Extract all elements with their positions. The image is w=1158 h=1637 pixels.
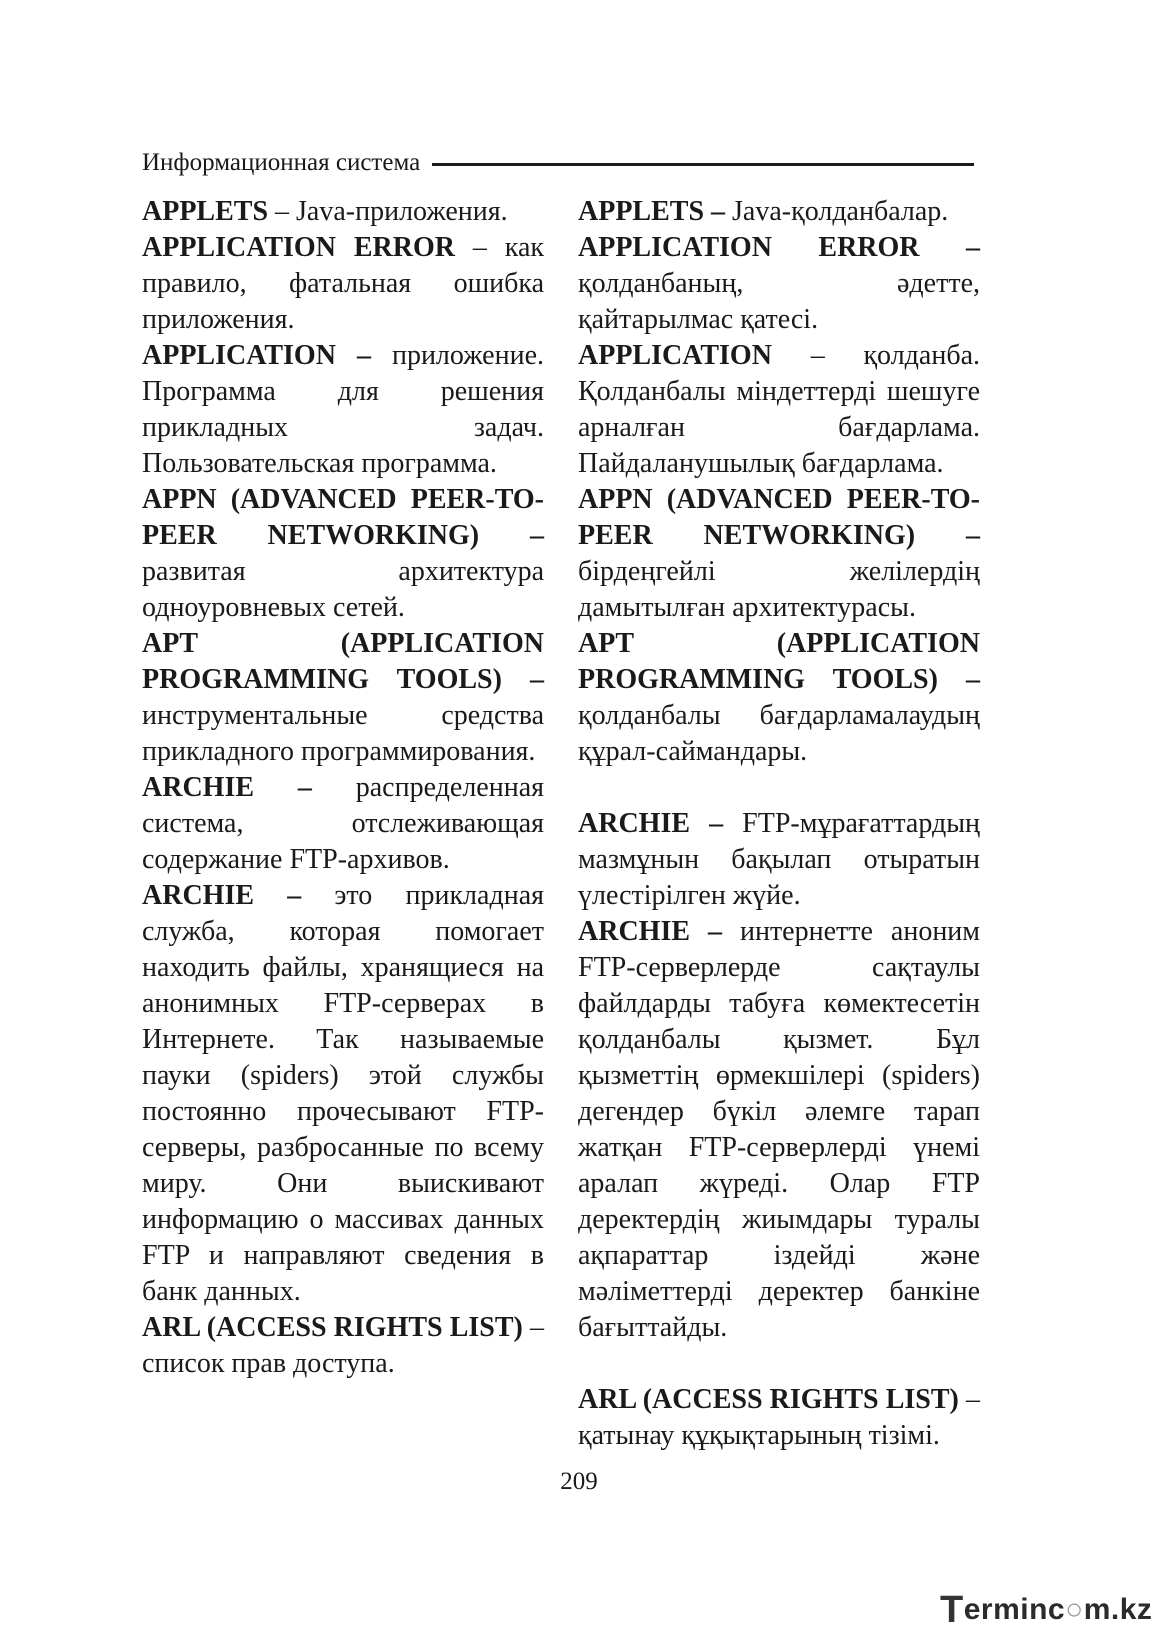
header-rule (432, 163, 974, 166)
russian-column (142, 194, 544, 1382)
entry-term: APPLETS (142, 196, 269, 227)
entry-application-error-kk (578, 230, 980, 338)
spacer (578, 770, 980, 806)
entry-application-error-ru (142, 230, 544, 338)
magnifier-icon: ○ (1065, 1593, 1084, 1626)
entry-appn-kk (578, 482, 980, 626)
entry-term: APT (APPLICATION PROGRAMMING TOOLS) – (142, 628, 544, 695)
entry-arl-ru (142, 1310, 544, 1382)
entry-apt-ru (142, 626, 544, 770)
entry-term: APPN (ADVANCED PEER-TO-PEER NETWORKING) – (142, 484, 544, 551)
entry-term: APPLETS – (578, 196, 726, 227)
entry-application-kk (578, 338, 980, 482)
watermark-domain: m.kz (1083, 1593, 1153, 1626)
entry-term: APPLICATION – (142, 340, 371, 371)
page-number: 209 (560, 1468, 598, 1495)
entry-term: APPLICATION (578, 340, 772, 371)
entry-definition: бірдеңгейлі желілердің дамытылған архитектурасы. (578, 556, 980, 623)
watermark-text: erminc (963, 1593, 1066, 1626)
entry-definition: распределенная система, отслеживающая содержание FTP-архивов. (142, 772, 545, 875)
running-header (142, 146, 974, 180)
entry-definition: – список прав доступа. (142, 1312, 544, 1379)
entry-definition: FTP-мұрағаттардың мазмұнын бақылап отыратын үлестірілген жүйе. (578, 808, 980, 911)
entry-archie-kk (578, 806, 980, 914)
entry-term: APPLICATION ERROR – (578, 232, 980, 263)
entry-applets-kk (578, 194, 980, 230)
entry-definition: приложение. Программа для решения прикладных задач. Пользовательская программа. (142, 340, 545, 479)
entry-archie-2-ru (142, 878, 544, 1310)
entry-application-ru (142, 338, 544, 482)
entry-definition: развитая архитектура одноуровневых сетей. (142, 556, 544, 623)
running-header-title: Информационная система (142, 149, 421, 176)
entry-archie-2-kk (578, 914, 980, 1346)
entry-definition: инструментальные средства прикладного программирования. (142, 700, 544, 767)
entry-definition: Java-қолданбалар. (725, 196, 949, 227)
entry-applets-ru (142, 194, 544, 230)
entry-term: APPN (ADVANCED PEER-TO-PEER NETWORKING) – (578, 484, 980, 551)
entry-appn-ru (142, 482, 544, 626)
entry-definition: – Java-приложения. (268, 196, 508, 227)
termincom-watermark (940, 1588, 1153, 1631)
spacer (578, 1346, 980, 1382)
entry-definition: – қатынау құқықтарының тізімі. (578, 1384, 980, 1451)
entry-definition: интернетте аноним FTP-серверлерде сақтаулы файлдарды табуға көмектесетін қолданбалы қызмет. Бұл қызметтің өрмекшілері (spiders) дегендер бүкіл әлемге тарап жатқан FTP-серверлерді үнемі аралап жүреді. Олар FTP деректердің жиымдары туралы ақпараттар іздейді және мәліметтерді деректер банкіне бағыттайды. (578, 916, 981, 1343)
entry-term: APT (APPLICATION PROGRAMMING TOOLS) – (578, 628, 980, 695)
entry-term: ARCHIE – (142, 772, 312, 803)
entry-term: ARCHIE – (578, 808, 724, 839)
entry-term: ARCHIE – (578, 916, 722, 947)
entry-arl-kk (578, 1382, 980, 1454)
entry-definition: қолданбаның, әдетте, қайтарылмас қатесі. (578, 268, 980, 335)
entry-term: ARL (ACCESS RIGHTS LIST) (142, 1312, 523, 1343)
entry-term: APPLICATION ERROR (142, 232, 455, 263)
entry-archie-ru (142, 770, 544, 878)
entry-definition: қолданбалы бағдарламалаудың құрал-саймандары. (578, 700, 980, 767)
entry-term: ARL (ACCESS RIGHTS LIST) (578, 1384, 959, 1415)
entry-definition: – қолданба. Қолданбалы міндеттерді шешуге арналған бағдарлама. Пайдаланушылық бағдарлама. (578, 340, 980, 479)
entry-apt-kk (578, 626, 980, 770)
entry-definition: – как правило, фатальная ошибка приложения. (142, 232, 544, 335)
watermark-letter: T (940, 1588, 964, 1631)
entry-definition: это прикладная служба, которая помогает находить файлы, хранящиеся на анонимных FTP-серверах в Интернете. Так называемые пауки (spiders) этой службы постоянно прочесывают FTP-серверы, разбросанные по всему миру. Они выискивают информацию о массивах данных FTP и направляют сведения в банк данных. (142, 880, 544, 1307)
entry-term: ARCHIE – (142, 880, 302, 911)
kazakh-column (578, 194, 980, 1454)
